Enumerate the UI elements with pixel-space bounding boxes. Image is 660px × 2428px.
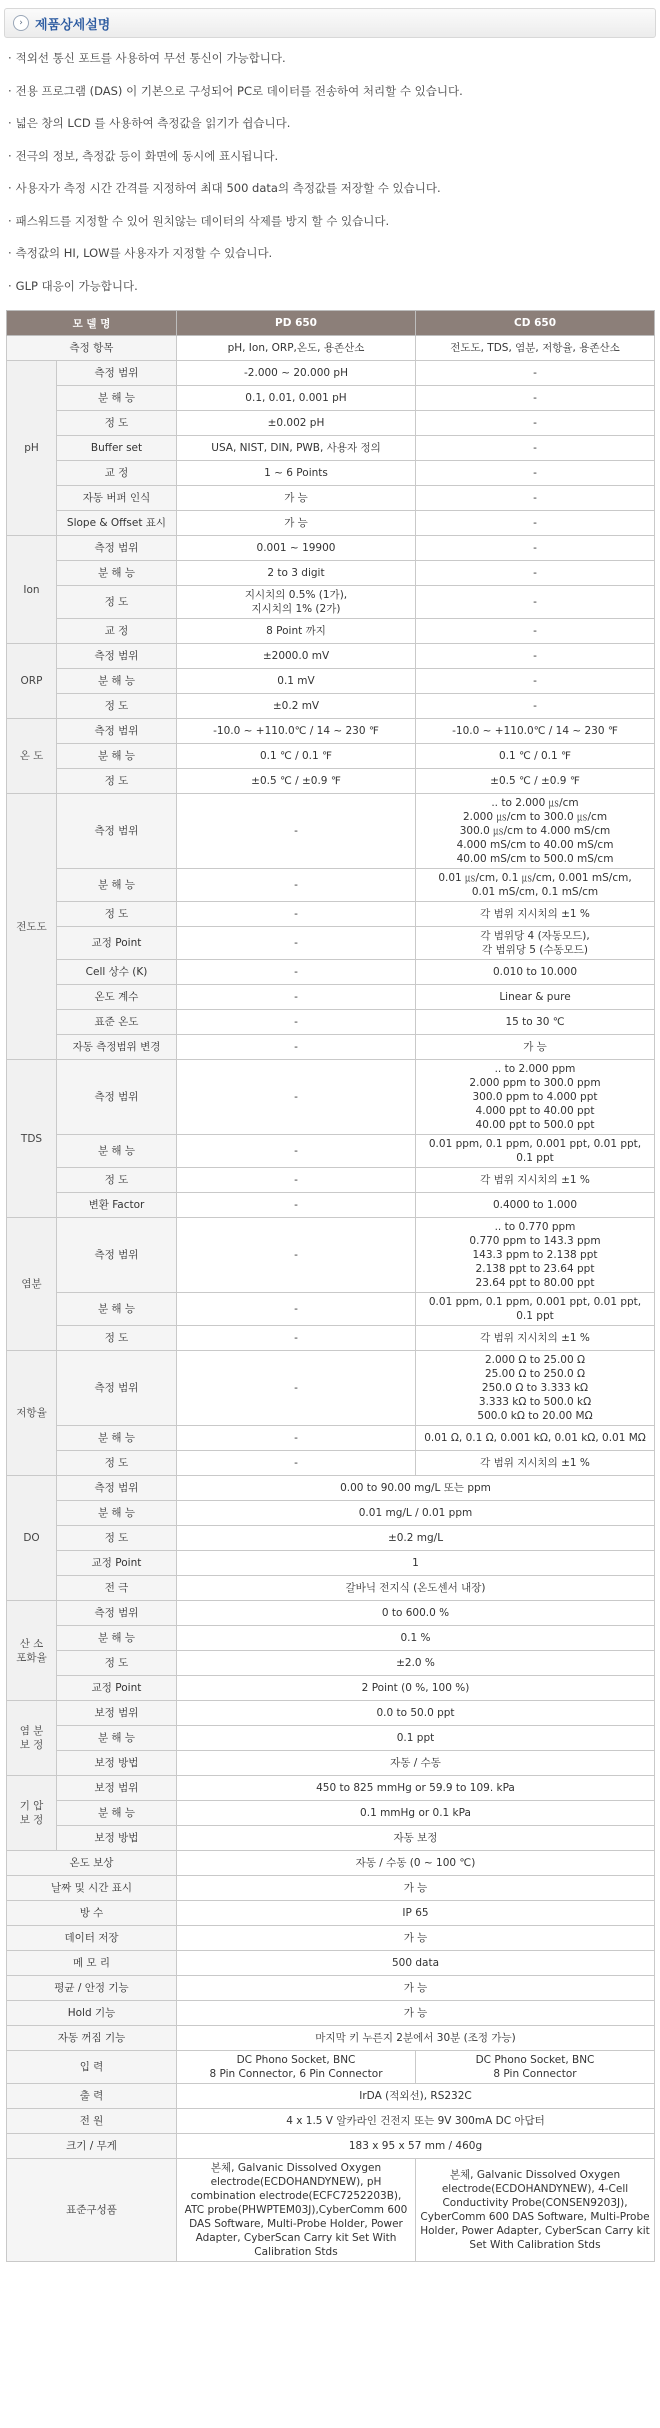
spec-value-cd650: - [416, 619, 655, 644]
spec-value-pd650: - [177, 1168, 416, 1193]
spec-value-cd650: DC Phono Socket, BNC 8 Pin Connector [416, 2051, 655, 2084]
spec-row [7, 902, 655, 927]
spec-sub-label: 분 해 능 [57, 1135, 177, 1168]
spec-sub-label: 정 도 [57, 1451, 177, 1476]
spec-sub-label: 분 해 능 [57, 1801, 177, 1826]
spec-sub-label: 정 도 [57, 902, 177, 927]
spec-row [7, 1926, 655, 1951]
spec-sub-label: 정 도 [57, 586, 177, 619]
spec-value-pd650: DC Phono Socket, BNC 8 Pin Connector, 6 Pin Connector [177, 2051, 416, 2084]
spec-value-cd650: 각 범위 지시치의 ±1 % [416, 1451, 655, 1476]
spec-value-pd650: - [177, 1135, 416, 1168]
spec-sub-label: 정 도 [57, 694, 177, 719]
spec-value-pd650: - [177, 1060, 416, 1135]
spec-value-pd650: 0.001 ~ 19900 [177, 536, 416, 561]
spec-value-both: 자동 / 수동 (0 ~ 100 ℃) [177, 1851, 655, 1876]
feature-text: 넓은 창의 LCD 를 사용하여 측정값을 읽기가 쉽습니다. [15, 116, 291, 130]
spec-value-pd650: - [177, 1351, 416, 1426]
bullet-icon: · [8, 246, 12, 260]
spec-sub-label: 분 해 능 [57, 1501, 177, 1526]
spec-row [7, 769, 655, 794]
spec-row [7, 960, 655, 985]
spec-row [7, 1426, 655, 1451]
spec-value-pd650: - [177, 794, 416, 869]
spec-value-cd650: - [416, 644, 655, 669]
spec-value-both: 가 능 [177, 1976, 655, 2001]
spec-value-pd650: USA, NIST, DIN, PWB, 사용자 정의 [177, 436, 416, 461]
spec-value-pd650: 0.1 mV [177, 669, 416, 694]
spec-row [7, 536, 655, 561]
spec-sub-label: 분 해 능 [57, 1293, 177, 1326]
spec-value-pd650: - [177, 1035, 416, 1060]
spec-sub-label: 자동 측정범위 변경 [57, 1035, 177, 1060]
spec-item-label: 전 원 [7, 2109, 177, 2134]
spec-row [7, 1501, 655, 1526]
spec-value-pd650: 8 Point 까지 [177, 619, 416, 644]
feature-text: 적외선 통신 포트를 사용하여 무선 통신이 가능합니다. [15, 51, 286, 65]
spec-item-label: 평균 / 안정 기능 [7, 1976, 177, 2001]
header-cd650: CD 650 [416, 311, 655, 336]
spec-row [7, 1651, 655, 1676]
spec-group-label: 산 소 포화율 [7, 1601, 57, 1701]
spec-row [7, 1626, 655, 1651]
spec-value-cd650: 0.4000 to 1.000 [416, 1193, 655, 1218]
header-model: 모 델 명 [7, 311, 177, 336]
spec-sub-label: 분 해 능 [57, 1426, 177, 1451]
spec-value-cd650: 가 능 [416, 1035, 655, 1060]
spec-row [7, 361, 655, 386]
spec-value-pd650: - [177, 1218, 416, 1293]
spec-value-cd650: .. to 0.770 ppm 0.770 ppm to 143.3 ppm 143.3 ppm to 2.138 ppt 2.138 ppt to 23.64 ppt 23.64 ppt to 80.00 ppt [416, 1218, 655, 1293]
spec-row [7, 644, 655, 669]
spec-value-cd650: - [416, 411, 655, 436]
spec-value-cd650: - [416, 586, 655, 619]
spec-row [7, 1726, 655, 1751]
spec-value-pd650: - [177, 985, 416, 1010]
spec-table [6, 310, 655, 2262]
section-title: 제품상세설명 [35, 17, 111, 33]
feature-text: 전용 프로그램 (DAS) 이 기본으로 구성되어 PC로 데이터를 전송하여 처리할 수 있습니다. [15, 83, 463, 98]
spec-row [7, 1676, 655, 1701]
spec-row [7, 1751, 655, 1776]
bullet-icon: · [8, 148, 12, 163]
spec-value-both: 0.01 mg/L / 0.01 ppm [177, 1501, 655, 1526]
spec-value-cd650: .. to 2.000 ㎲/cm 2.000 ㎲/cm to 300.0 ㎲/cm 300.0 ㎲/cm to 4.000 mS/cm 4.000 mS/cm to 40.00 mS/cm 40.00 mS/cm to 500.0 mS/cm [416, 794, 655, 869]
spec-value-cd650: 2.000 Ω to 25.00 Ω 25.00 Ω to 250.0 Ω 250.0 Ω to 3.333 kΩ 3.333 kΩ to 500.0 kΩ 500.0 kΩ to 20.00 MΩ [416, 1351, 655, 1426]
spec-sub-label: 측정 범위 [57, 1476, 177, 1501]
spec-value-pd650: 2 to 3 digit [177, 561, 416, 586]
spec-item-label: 메 모 리 [7, 1951, 177, 1976]
spec-value-cd650: 0.01 ppm, 0.1 ppm, 0.001 ppt, 0.01 ppt, 0.1 ppt [416, 1135, 655, 1168]
spec-value-pd650: 0.1, 0.01, 0.001 pH [177, 386, 416, 411]
spec-row [7, 1851, 655, 1876]
feature-text: 전극의 정보, 측정값 등이 화면에 동시에 표시됩니다. [15, 148, 279, 163]
spec-row [7, 486, 655, 511]
spec-value-pd650: - [177, 1451, 416, 1476]
spec-sub-label: 정 도 [57, 1526, 177, 1551]
spec-row [7, 1168, 655, 1193]
spec-value-both: 4 x 1.5 V 알카라인 건전지 또는 9V 300mA DC 아답터 [177, 2109, 655, 2134]
spec-row [7, 436, 655, 461]
bullet-icon: · [8, 51, 12, 65]
spec-value-pd650: pH, Ion, ORP,온도, 용존산소 [177, 336, 416, 361]
bullet-icon: · [8, 116, 12, 130]
spec-value-both: 0.1 mmHg or 0.1 kPa [177, 1801, 655, 1826]
spec-item-label: 자동 꺼짐 기능 [7, 2026, 177, 2051]
spec-value-both: 0.00 to 90.00 mg/L 또는 ppm [177, 1476, 655, 1501]
spec-row [7, 1576, 655, 1601]
spec-row [7, 561, 655, 586]
spec-value-cd650: 전도도, TDS, 염분, 저항율, 용존산소 [416, 336, 655, 361]
spec-sub-label: 측정 범위 [57, 794, 177, 869]
spec-value-both: 450 to 825 mmHg or 59.9 to 109. kPa [177, 1776, 655, 1801]
feature-text: GLP 대응이 가능합니다. [15, 278, 138, 293]
spec-row [7, 411, 655, 436]
spec-value-cd650: 각 범위 지시치의 ±1 % [416, 902, 655, 927]
spec-row [7, 461, 655, 486]
spec-sub-label: 분 해 능 [57, 1726, 177, 1751]
feature-text: 패스워드를 지정할 수 있어 원치않는 데이터의 삭제를 방지 할 수 있습니다. [15, 213, 390, 228]
spec-value-pd650: - [177, 927, 416, 960]
spec-value-cd650: - [416, 669, 655, 694]
spec-value-cd650: 본체, Galvanic Dissolved Oxygen electrode(ECDOHANDYNEW), 4-Cell Conductivity Probe(CONSEN9203J), CyberComm 600 DAS Software, Multi-Probe Holder, Power Adapter, CyberScan Carry kit Set With Calibration Stds [416, 2159, 655, 2262]
spec-sub-label: 자동 버퍼 인식 [57, 486, 177, 511]
feature-item [8, 180, 652, 196]
spec-value-both: 가 능 [177, 1926, 655, 1951]
spec-item-label: 온도 보상 [7, 1851, 177, 1876]
spec-row [7, 794, 655, 869]
spec-row [7, 1876, 655, 1901]
spec-value-pd650: 본체, Galvanic Dissolved Oxygen electrode(ECDOHANDYNEW), pH combination electrode(ECFC7252203B), ATC probe(PHWPTEM03J),CyberComm 600 DAS Software, Multi-Probe Holder, Power Adapter, CyberScan Carry kit Set With Calibration Stds [177, 2159, 416, 2262]
spec-value-cd650: - [416, 511, 655, 536]
spec-sub-label: 분 해 능 [57, 869, 177, 902]
spec-sub-label: 교 정 [57, 619, 177, 644]
spec-sub-label: 교정 Point [57, 1676, 177, 1701]
spec-row [7, 2084, 655, 2109]
spec-group-label: pH [7, 361, 57, 536]
spec-row [7, 744, 655, 769]
spec-row [7, 1551, 655, 1576]
spec-row [7, 719, 655, 744]
spec-row [7, 2051, 655, 2084]
spec-group-label: 온 도 [7, 719, 57, 794]
feature-item [8, 245, 652, 261]
spec-sub-label: 온도 계수 [57, 985, 177, 1010]
spec-row [7, 1218, 655, 1293]
spec-sub-label: 정 도 [57, 769, 177, 794]
spec-value-cd650: 15 to 30 ℃ [416, 1010, 655, 1035]
spec-row [7, 2134, 655, 2159]
spec-value-both: ±2.0 % [177, 1651, 655, 1676]
spec-item-label: 데이터 저장 [7, 1926, 177, 1951]
spec-value-cd650: 0.01 Ω, 0.1 Ω, 0.001 kΩ, 0.01 kΩ, 0.01 MΩ [416, 1426, 655, 1451]
spec-sub-label: 전 극 [57, 1576, 177, 1601]
feature-item [8, 50, 652, 66]
spec-row [7, 386, 655, 411]
spec-item-label: 출 력 [7, 2084, 177, 2109]
spec-value-cd650: - [416, 561, 655, 586]
spec-row [7, 1326, 655, 1351]
spec-sub-label: 보정 범위 [57, 1776, 177, 1801]
spec-value-both: 마지막 키 누른지 2분에서 30분 (조정 가능) [177, 2026, 655, 2051]
section-header [4, 8, 656, 38]
spec-value-pd650: 지시치의 0.5% (1가), 지시치의 1% (2가) [177, 586, 416, 619]
spec-row [7, 1193, 655, 1218]
spec-row [7, 1035, 655, 1060]
spec-value-both: 자동 / 수동 [177, 1751, 655, 1776]
spec-row [7, 1976, 655, 2001]
spec-sub-label: 분 해 능 [57, 669, 177, 694]
spec-value-pd650: ±0.5 ℃ / ±0.9 ℉ [177, 769, 416, 794]
spec-sub-label: 정 도 [57, 1168, 177, 1193]
feature-item [8, 115, 652, 131]
spec-sub-label: 측정 범위 [57, 536, 177, 561]
spec-sub-label: 교정 Point [57, 927, 177, 960]
spec-item-label: 입 력 [7, 2051, 177, 2084]
bullet-icon: · [8, 213, 12, 228]
spec-sub-label: 교 정 [57, 461, 177, 486]
spec-row [7, 1135, 655, 1168]
spec-item-label: 방 수 [7, 1901, 177, 1926]
spec-sub-label: 측정 범위 [57, 1060, 177, 1135]
feature-text: 측정값의 HI, LOW를 사용자가 지정할 수 있습니다. [15, 246, 273, 260]
spec-row [7, 985, 655, 1010]
spec-group-label: ORP [7, 644, 57, 719]
spec-value-both: ±0.2 mg/L [177, 1526, 655, 1551]
spec-row [7, 1060, 655, 1135]
spec-value-both: IP 65 [177, 1901, 655, 1926]
spec-sub-label: 측정 범위 [57, 1351, 177, 1426]
spec-value-both: 가 능 [177, 2001, 655, 2026]
spec-row [7, 1601, 655, 1626]
spec-value-pd650: ±0.002 pH [177, 411, 416, 436]
spec-value-both: 0.1 % [177, 1626, 655, 1651]
spec-value-pd650: - [177, 869, 416, 902]
spec-sub-label: Slope & Offset 표시 [57, 511, 177, 536]
spec-item-label: 측정 항목 [7, 336, 177, 361]
feature-item [8, 148, 652, 164]
spec-row [7, 1010, 655, 1035]
spec-value-cd650: 0.1 ℃ / 0.1 ℉ [416, 744, 655, 769]
spec-value-cd650: - [416, 486, 655, 511]
spec-row [7, 694, 655, 719]
spec-group-label: 염 분 보 정 [7, 1701, 57, 1776]
spec-value-pd650: - [177, 960, 416, 985]
spec-value-cd650: 각 범위당 4 (자동모드), 각 범위당 5 (수동모드) [416, 927, 655, 960]
spec-value-pd650: - [177, 902, 416, 927]
spec-sub-label: 보정 방법 [57, 1751, 177, 1776]
spec-value-both: 갈바닉 전지식 (온도센서 내장) [177, 1576, 655, 1601]
spec-value-pd650: -10.0 ~ +110.0℃ / 14 ~ 230 ℉ [177, 719, 416, 744]
spec-sub-label: 분 해 능 [57, 561, 177, 586]
spec-value-pd650: -2.000 ~ 20.000 pH [177, 361, 416, 386]
spec-value-both: 가 능 [177, 1876, 655, 1901]
header-pd650: PD 650 [177, 311, 416, 336]
spec-group-label: 염분 [7, 1218, 57, 1351]
spec-row [7, 1776, 655, 1801]
spec-sub-label: Cell 상수 (K) [57, 960, 177, 985]
spec-sub-label: 분 해 능 [57, 386, 177, 411]
spec-row [7, 1526, 655, 1551]
spec-sub-label: 보정 방법 [57, 1826, 177, 1851]
spec-row [7, 586, 655, 619]
spec-sub-label: 측정 범위 [57, 361, 177, 386]
spec-item-label: 날짜 및 시간 표시 [7, 1876, 177, 1901]
spec-value-pd650: 가 능 [177, 486, 416, 511]
bullet-icon: · [8, 83, 12, 98]
spec-row [7, 1801, 655, 1826]
feature-item [8, 83, 652, 99]
spec-row [7, 1826, 655, 1851]
spec-value-cd650: - [416, 694, 655, 719]
spec-row [7, 669, 655, 694]
spec-sub-label: 분 해 능 [57, 1626, 177, 1651]
spec-value-both: 500 data [177, 1951, 655, 1976]
spec-value-both: 0 to 600.0 % [177, 1601, 655, 1626]
spec-sub-label: 정 도 [57, 411, 177, 436]
spec-item-label: 표준구성품 [7, 2159, 177, 2262]
spec-value-pd650: - [177, 1293, 416, 1326]
spec-row [7, 1451, 655, 1476]
bullet-icon: · [8, 278, 12, 293]
spec-value-pd650: - [177, 1426, 416, 1451]
spec-row [7, 511, 655, 536]
spec-row [7, 1701, 655, 1726]
spec-row [7, 2026, 655, 2051]
spec-sub-label: Buffer set [57, 436, 177, 461]
spec-value-both: 0.0 to 50.0 ppt [177, 1701, 655, 1726]
spec-value-pd650: 1 ~ 6 Points [177, 461, 416, 486]
spec-value-pd650: ±0.2 mV [177, 694, 416, 719]
spec-row [7, 927, 655, 960]
spec-group-label: DO [7, 1476, 57, 1601]
spec-row [7, 619, 655, 644]
spec-value-cd650: - [416, 461, 655, 486]
spec-sub-label: 측정 범위 [57, 644, 177, 669]
spec-sub-label: 측정 범위 [57, 1601, 177, 1626]
spec-value-both: 0.1 ppt [177, 1726, 655, 1751]
bullet-icon: · [8, 181, 12, 195]
spec-row [7, 2109, 655, 2134]
spec-sub-label: 변환 Factor [57, 1193, 177, 1218]
spec-value-pd650: 가 능 [177, 511, 416, 536]
spec-sub-label: 보정 범위 [57, 1701, 177, 1726]
spec-value-cd650: - [416, 386, 655, 411]
chevron-right-icon: › [13, 15, 29, 31]
spec-header-row [7, 311, 655, 336]
spec-sub-label: 정 도 [57, 1651, 177, 1676]
spec-group-label: TDS [7, 1060, 57, 1218]
spec-value-cd650: Linear & pure [416, 985, 655, 1010]
spec-value-cd650: - [416, 361, 655, 386]
spec-value-cd650: 0.01 ppm, 0.1 ppm, 0.001 ppt, 0.01 ppt, 0.1 ppt [416, 1293, 655, 1326]
spec-group-label: 저항율 [7, 1351, 57, 1476]
spec-value-cd650: 각 범위 지시치의 ±1 % [416, 1326, 655, 1351]
spec-value-cd650: - [416, 536, 655, 561]
feature-text: 사용자가 측정 시간 간격를 지정하여 최대 500 data의 측정값를 저장할 수 있습니다. [15, 181, 441, 195]
feature-list [0, 50, 660, 294]
spec-group-label: Ion [7, 536, 57, 644]
spec-sub-label: 표준 온도 [57, 1010, 177, 1035]
spec-row [7, 869, 655, 902]
spec-sub-label: 교정 Point [57, 1551, 177, 1576]
spec-group-label: 기 압 보 정 [7, 1776, 57, 1851]
feature-item [8, 213, 652, 229]
spec-item-label: Hold 기능 [7, 2001, 177, 2026]
spec-value-cd650: 0.010 to 10.000 [416, 960, 655, 985]
spec-sub-label: 정 도 [57, 1326, 177, 1351]
spec-value-pd650: - [177, 1010, 416, 1035]
spec-value-both: 1 [177, 1551, 655, 1576]
spec-row [7, 2001, 655, 2026]
spec-value-pd650: - [177, 1193, 416, 1218]
spec-value-cd650: ±0.5 ℃ / ±0.9 ℉ [416, 769, 655, 794]
spec-value-cd650: 각 범위 지시치의 ±1 % [416, 1168, 655, 1193]
spec-value-pd650: ±2000.0 mV [177, 644, 416, 669]
spec-sub-label: 분 해 능 [57, 744, 177, 769]
spec-value-pd650: - [177, 1326, 416, 1351]
spec-value-cd650: .. to 2.000 ppm 2.000 ppm to 300.0 ppm 300.0 ppm to 4.000 ppt 4.000 ppt to 40.00 ppt 40.00 ppt to 500.0 ppt [416, 1060, 655, 1135]
spec-value-cd650: 0.01 ㎲/cm, 0.1 ㎲/cm, 0.001 mS/cm, 0.01 mS/cm, 0.1 mS/cm [416, 869, 655, 902]
spec-row [7, 1901, 655, 1926]
spec-value-pd650: 0.1 ℃ / 0.1 ℉ [177, 744, 416, 769]
spec-value-cd650: - [416, 436, 655, 461]
spec-group-label: 전도도 [7, 794, 57, 1060]
spec-row [7, 1293, 655, 1326]
spec-item-label: 크기 / 무게 [7, 2134, 177, 2159]
spec-value-both: 2 Point (0 %, 100 %) [177, 1676, 655, 1701]
spec-sub-label: 측정 범위 [57, 719, 177, 744]
spec-row [7, 1351, 655, 1426]
spec-row [7, 336, 655, 361]
spec-row [7, 1951, 655, 1976]
feature-item [8, 278, 652, 294]
spec-value-both: IrDA (적외선), RS232C [177, 2084, 655, 2109]
spec-sub-label: 측정 범위 [57, 1218, 177, 1293]
spec-value-both: 183 x 95 x 57 mm / 460g [177, 2134, 655, 2159]
spec-value-cd650: -10.0 ~ +110.0℃ / 14 ~ 230 ℉ [416, 719, 655, 744]
spec-row [7, 1476, 655, 1501]
spec-row [7, 2159, 655, 2262]
spec-value-both: 자동 보정 [177, 1826, 655, 1851]
